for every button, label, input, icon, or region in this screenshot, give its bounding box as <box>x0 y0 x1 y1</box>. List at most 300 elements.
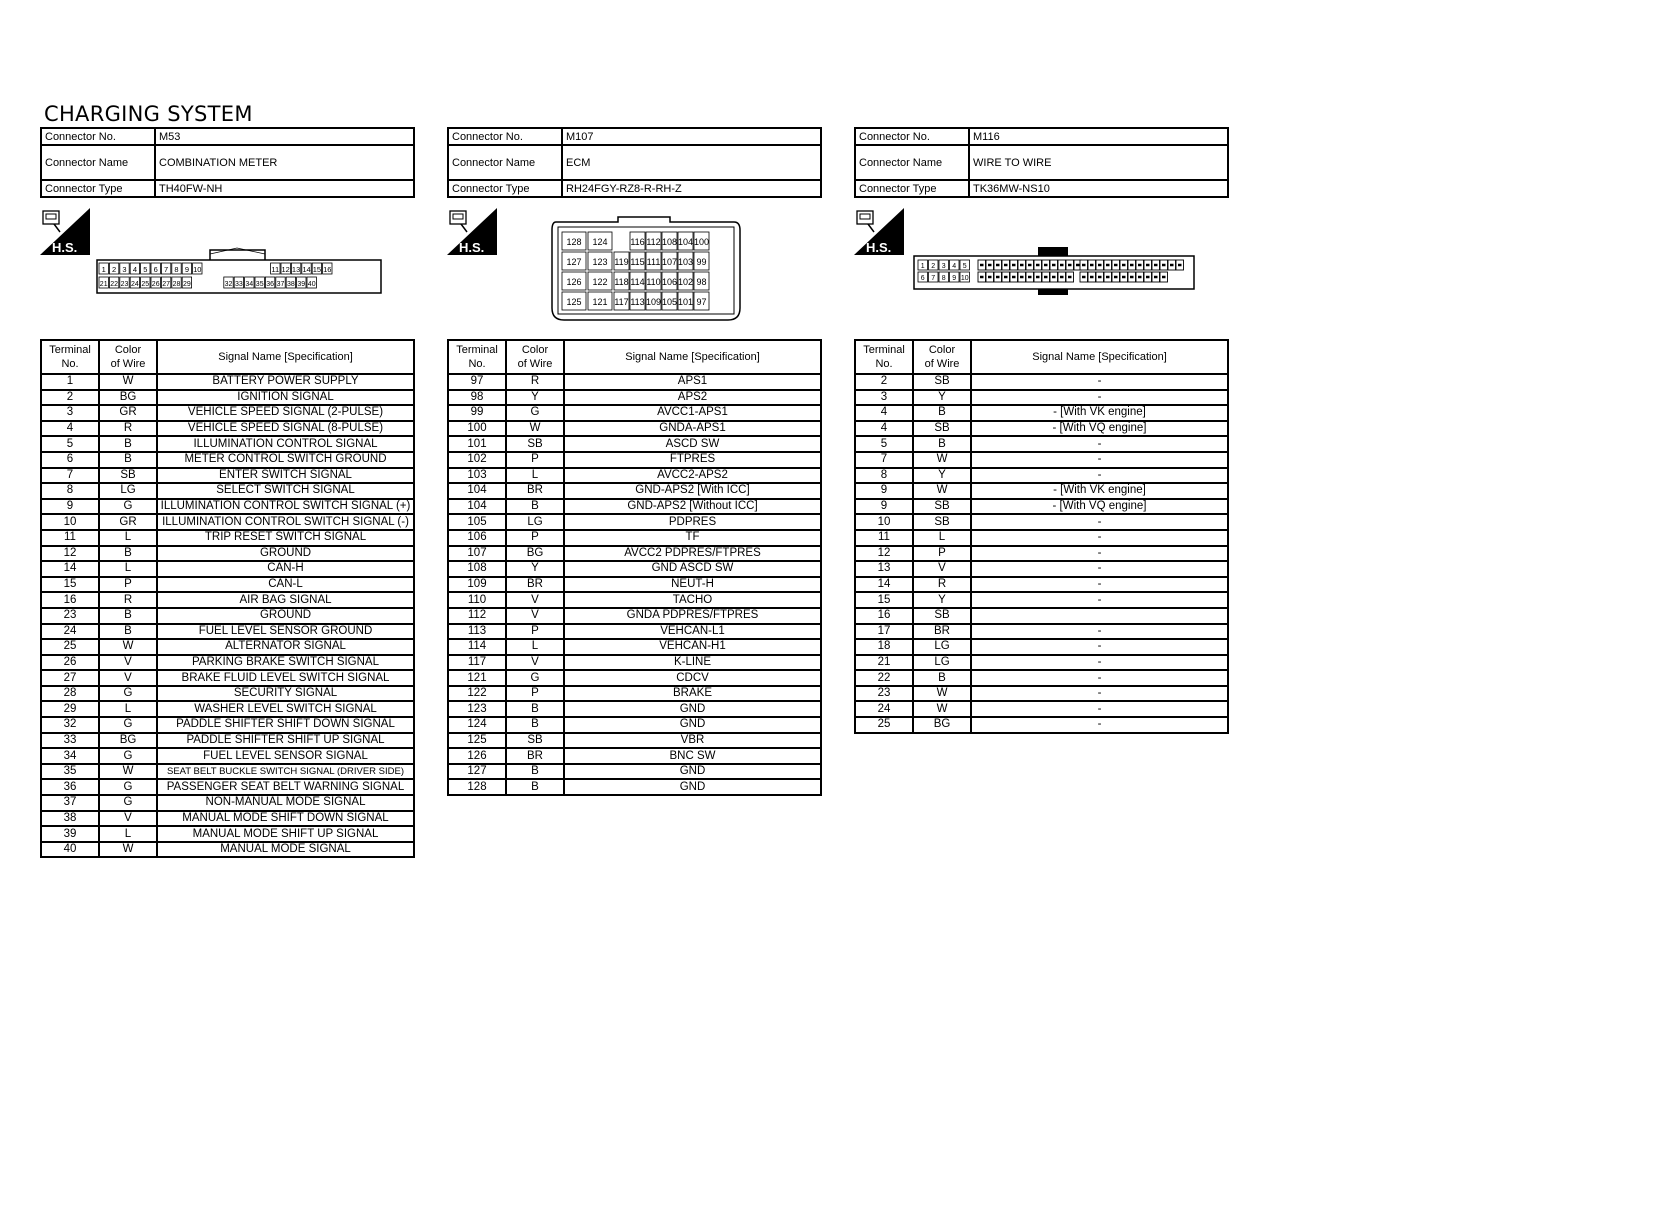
signal-cell: GND <box>564 717 821 733</box>
signal-cell: VEHICLE SPEED SIGNAL (2-PULSE) <box>157 405 414 421</box>
signal-cell: SECURITY SIGNAL <box>157 686 414 702</box>
terminal-cell: 126 <box>448 748 506 764</box>
signal-cell: - <box>971 546 1228 562</box>
harness-side-icon <box>447 208 497 255</box>
color-cell: L <box>99 701 157 717</box>
signal-cell: AVCC1-APS1 <box>564 405 821 421</box>
table-row <box>448 421 821 437</box>
pin-number: 110 <box>646 277 661 287</box>
connector-name-label: Connector Name <box>41 145 155 180</box>
hs-label: H.S. <box>866 240 892 255</box>
signal-cell: - <box>971 468 1228 484</box>
table-row <box>448 779 821 795</box>
table-row <box>41 733 414 749</box>
signal-cell: - [With VQ engine] <box>971 499 1228 515</box>
connector-type-value: RH24FGY-RZ8-R-RH-Z <box>562 180 821 197</box>
terminal-cell: 104 <box>448 483 506 499</box>
table-row <box>41 624 414 640</box>
table-row <box>855 499 1228 515</box>
color-cell: GR <box>99 514 157 530</box>
pin-number: 34 <box>245 281 254 288</box>
table-row <box>41 452 414 468</box>
table-row <box>41 468 414 484</box>
terminal-table-m53 <box>40 339 415 858</box>
connector-no-value: M53 <box>155 128 414 145</box>
terminal-cell: 22 <box>855 670 913 686</box>
pin-number: 38 <box>287 281 295 288</box>
table-row <box>41 717 414 733</box>
terminal-cell: 123 <box>448 701 506 717</box>
terminal-cell: 23 <box>855 686 913 702</box>
signal-cell: GND ASCD SW <box>564 561 821 577</box>
pin-number: 105 <box>661 297 678 307</box>
pin-number: 99 <box>696 257 707 267</box>
connector-name-value: ECM <box>562 145 821 180</box>
terminal-cell: 36 <box>41 779 99 795</box>
color-cell: W <box>913 483 971 499</box>
connector-type-label: Connector Type <box>41 180 155 197</box>
table-row <box>448 499 821 515</box>
harness-side-icon <box>40 208 90 255</box>
terminal-cell: 100 <box>448 421 506 437</box>
terminal-cell: 104 <box>448 499 506 515</box>
table-row <box>855 546 1228 562</box>
table-row <box>41 577 414 593</box>
table-row <box>41 826 414 842</box>
pin-number: 6 <box>920 275 925 282</box>
terminal-table-m116 <box>854 339 1229 734</box>
color-cell: B <box>506 499 564 515</box>
pin-number: 106 <box>661 277 678 287</box>
pin-number: 29 <box>183 281 191 288</box>
signal-cell: - <box>971 592 1228 608</box>
hs-label: H.S. <box>52 240 78 255</box>
signal-cell: NEUT-H <box>564 577 821 593</box>
terminal-cell: 2 <box>41 390 99 406</box>
table-row <box>855 592 1228 608</box>
color-cell: W <box>99 374 157 390</box>
signal-cell: CAN-H <box>157 561 414 577</box>
signal-cell: WASHER LEVEL SWITCH SIGNAL <box>157 701 414 717</box>
terminal-cell: 37 <box>41 795 99 811</box>
col-terminal-header: Terminal No. <box>448 340 506 374</box>
connector-face-m53 <box>95 246 385 296</box>
signal-cell: VEHCAN-L1 <box>564 624 821 640</box>
signal-cell: PADDLE SHIFTER SHIFT DOWN SIGNAL <box>157 717 414 733</box>
signal-cell: METER CONTROL SWITCH GROUND <box>157 452 414 468</box>
color-cell: W <box>506 421 564 437</box>
color-cell: G <box>99 717 157 733</box>
table-row <box>41 374 414 390</box>
signal-cell: - <box>971 701 1228 717</box>
terminal-cell: 27 <box>41 670 99 686</box>
signal-cell: TF <box>564 530 821 546</box>
color-cell: BG <box>506 546 564 562</box>
signal-cell: - <box>971 374 1228 390</box>
signal-cell: AVCC2-APS2 <box>564 468 821 484</box>
pin-number: 127 <box>566 257 582 267</box>
pin-number: 3 <box>122 265 127 274</box>
pin-number: 36 <box>266 281 274 288</box>
color-cell: SB <box>913 421 971 437</box>
hs-icon-graphic <box>40 208 90 255</box>
pin-number: 37 <box>276 281 285 288</box>
signal-cell: BRAKE <box>564 686 821 702</box>
color-cell: R <box>99 421 157 437</box>
terminal-cell: 4 <box>855 405 913 421</box>
table-row <box>448 483 821 499</box>
color-cell: P <box>913 546 971 562</box>
terminal-cell: 35 <box>41 764 99 780</box>
terminal-cell: 3 <box>41 405 99 421</box>
pin-number: 118 <box>614 277 629 287</box>
pin-number: 121 <box>592 297 608 307</box>
color-cell: V <box>99 811 157 827</box>
color-cell: BG <box>99 390 157 406</box>
pin-number: 25 <box>141 281 150 288</box>
color-cell: G <box>99 779 157 795</box>
signal-cell: VEHICLE SPEED SIGNAL (8-PULSE) <box>157 421 414 437</box>
table-row <box>855 624 1228 640</box>
terminal-cell: 39 <box>41 826 99 842</box>
color-cell: V <box>506 592 564 608</box>
col-signal-header: Signal Name [Specification] <box>971 340 1228 374</box>
table-row <box>448 514 821 530</box>
pin-number: 39 <box>297 281 306 288</box>
page-title: CHARGING SYSTEM <box>44 102 253 126</box>
terminal-cell: 29 <box>41 701 99 717</box>
color-cell: V <box>99 655 157 671</box>
signal-cell: AVCC2 PDPRES/FTPRES <box>564 546 821 562</box>
connector-name-value: WIRE TO WIRE <box>969 145 1228 180</box>
terminal-cell: 3 <box>855 390 913 406</box>
signal-cell: GROUND <box>157 546 414 562</box>
terminal-cell: 7 <box>41 468 99 484</box>
terminal-cell: 11 <box>855 530 913 546</box>
color-cell: L <box>99 561 157 577</box>
terminal-cell: 25 <box>41 639 99 655</box>
color-cell: BR <box>913 624 971 640</box>
terminal-cell: 4 <box>855 421 913 437</box>
terminal-cell: 107 <box>448 546 506 562</box>
terminal-cell: 101 <box>448 436 506 452</box>
color-cell: Y <box>506 390 564 406</box>
pin-number: 100 <box>693 237 710 247</box>
color-cell: V <box>506 608 564 624</box>
col-signal-header: Signal Name [Specification] <box>564 340 821 374</box>
table-row <box>41 483 414 499</box>
hs-icon-graphic <box>854 208 904 255</box>
signal-cell: VBR <box>564 733 821 749</box>
color-cell: B <box>99 546 157 562</box>
terminal-cell: 121 <box>448 670 506 686</box>
color-cell: B <box>506 764 564 780</box>
pin-number: 8 <box>174 265 179 274</box>
pin-number: 113 <box>630 297 645 307</box>
connector-name-label: Connector Name <box>448 145 562 180</box>
signal-cell: BATTERY POWER SUPPLY <box>157 374 414 390</box>
color-cell: L <box>506 468 564 484</box>
signal-cell: - <box>971 686 1228 702</box>
table-row <box>41 686 414 702</box>
signal-cell: - <box>971 390 1228 406</box>
signal-cell: GND <box>564 701 821 717</box>
pin-number: 32 <box>224 281 233 288</box>
terminal-cell: 97 <box>448 374 506 390</box>
table-row <box>448 546 821 562</box>
terminal-cell: 11 <box>41 530 99 546</box>
table-row <box>855 561 1228 577</box>
terminal-cell: 12 <box>41 546 99 562</box>
table-row <box>448 733 821 749</box>
pin-number: 98 <box>696 277 707 287</box>
table-row <box>855 639 1228 655</box>
pin-number: 11 <box>271 265 280 274</box>
color-cell: W <box>99 842 157 858</box>
color-cell: G <box>506 670 564 686</box>
color-cell: V <box>99 670 157 686</box>
color-cell: LG <box>99 483 157 499</box>
connector-info-m116 <box>854 127 1229 198</box>
table-row <box>448 764 821 780</box>
signal-cell: - <box>971 561 1228 577</box>
signal-cell: - <box>971 670 1228 686</box>
terminal-cell: 16 <box>41 592 99 608</box>
pin-number: 24 <box>131 281 139 288</box>
signal-cell: IGNITION SIGNAL <box>157 390 414 406</box>
signal-cell: - [With VQ engine] <box>971 421 1228 437</box>
color-cell: B <box>506 779 564 795</box>
pin-number: 126 <box>566 277 582 287</box>
color-cell: P <box>506 530 564 546</box>
color-cell: Y <box>913 390 971 406</box>
pin-number: 115 <box>630 257 645 267</box>
signal-cell: ILLUMINATION CONTROL SWITCH SIGNAL (+) <box>157 499 414 515</box>
table-row <box>855 655 1228 671</box>
col-signal-header: Signal Name [Specification] <box>157 340 414 374</box>
color-cell: P <box>506 452 564 468</box>
signal-cell: ILLUMINATION CONTROL SWITCH SIGNAL (-) <box>157 514 414 530</box>
color-cell: G <box>99 686 157 702</box>
signal-cell: GND <box>564 764 821 780</box>
table-row <box>448 686 821 702</box>
table-row <box>855 514 1228 530</box>
pin-number: 102 <box>677 277 694 287</box>
terminal-cell: 5 <box>855 436 913 452</box>
color-cell: SB <box>99 468 157 484</box>
signal-cell: GNDA PDPRES/FTPRES <box>564 608 821 624</box>
signal-cell: BNC SW <box>564 748 821 764</box>
terminal-cell: 1 <box>41 374 99 390</box>
table-row <box>448 592 821 608</box>
table-row <box>41 592 414 608</box>
pin-number: 97 <box>696 297 707 307</box>
signal-cell: K-LINE <box>564 655 821 671</box>
connector-type-value: TK36MW-NS10 <box>969 180 1228 197</box>
table-row <box>448 577 821 593</box>
table-row <box>448 374 821 390</box>
signal-cell: GNDA-APS1 <box>564 421 821 437</box>
color-cell: SB <box>913 514 971 530</box>
color-cell: GR <box>99 405 157 421</box>
table-row <box>448 530 821 546</box>
pin-number: 10 <box>960 275 969 282</box>
table-row <box>855 436 1228 452</box>
connector-face-m116 <box>908 244 1198 296</box>
signal-cell: MANUAL MODE SIGNAL <box>157 842 414 858</box>
table-row <box>41 405 414 421</box>
table-row <box>448 670 821 686</box>
color-cell: B <box>913 670 971 686</box>
color-cell: B <box>913 405 971 421</box>
table-row <box>41 748 414 764</box>
signal-cell: - [With VK engine] <box>971 483 1228 499</box>
terminal-cell: 6 <box>41 452 99 468</box>
signal-cell: - <box>971 530 1228 546</box>
table-row <box>855 421 1228 437</box>
terminal-cell: 2 <box>855 374 913 390</box>
terminal-cell: 9 <box>855 483 913 499</box>
signal-cell: TACHO <box>564 592 821 608</box>
table-row <box>41 390 414 406</box>
table-row <box>448 701 821 717</box>
table-row <box>448 390 821 406</box>
pin-number: 14 <box>302 265 311 274</box>
table-row <box>855 452 1228 468</box>
pin-number: 108 <box>661 237 678 247</box>
pin-number: 6 <box>153 265 158 274</box>
pin-number: 8 <box>941 275 946 282</box>
color-cell: V <box>506 655 564 671</box>
terminal-cell: 38 <box>41 811 99 827</box>
signal-cell: ASCD SW <box>564 436 821 452</box>
signal-cell: VEHCAN-H1 <box>564 639 821 655</box>
pin-number: 7 <box>931 275 936 282</box>
terminal-cell: 13 <box>855 561 913 577</box>
connector-type-label: Connector Type <box>448 180 562 197</box>
pin-number: 4 <box>952 263 957 270</box>
terminal-cell: 4 <box>41 421 99 437</box>
table-row <box>41 764 414 780</box>
terminal-cell: 8 <box>41 483 99 499</box>
color-cell: LG <box>913 639 971 655</box>
connector-type-value: TH40FW-NH <box>155 180 414 197</box>
terminal-cell: 125 <box>448 733 506 749</box>
terminal-cell: 103 <box>448 468 506 484</box>
signal-cell: MANUAL MODE SHIFT DOWN SIGNAL <box>157 811 414 827</box>
signal-cell: CDCV <box>564 670 821 686</box>
color-cell: B <box>506 701 564 717</box>
table-row <box>855 468 1228 484</box>
signal-cell: FTPRES <box>564 452 821 468</box>
pin-number: 16 <box>323 265 332 274</box>
hs-icon-graphic <box>447 208 497 255</box>
pin-number: 114 <box>630 277 645 287</box>
pin-number: 116 <box>630 237 645 247</box>
color-cell: L <box>506 639 564 655</box>
color-cell: SB <box>913 499 971 515</box>
signal-cell: AIR BAG SIGNAL <box>157 592 414 608</box>
signal-cell: - <box>971 717 1228 733</box>
color-cell: B <box>99 436 157 452</box>
hs-label: H.S. <box>459 240 485 255</box>
terminal-cell: 21 <box>855 655 913 671</box>
pin-number: 10 <box>193 265 202 274</box>
terminal-cell: 25 <box>855 717 913 733</box>
signal-cell: FUEL LEVEL SENSOR SIGNAL <box>157 748 414 764</box>
table-row <box>41 546 414 562</box>
signal-cell: PADDLE SHIFTER SHIFT UP SIGNAL <box>157 733 414 749</box>
terminal-cell: 26 <box>41 655 99 671</box>
pin-number: 109 <box>645 297 662 307</box>
table-row <box>41 779 414 795</box>
table-row <box>41 561 414 577</box>
table-row <box>41 421 414 437</box>
connector-name-label: Connector Name <box>855 145 969 180</box>
signal-cell: GND-APS2 [Without ICC] <box>564 499 821 515</box>
terminal-cell: 34 <box>41 748 99 764</box>
pin-number: 112 <box>646 237 661 247</box>
table-row <box>41 499 414 515</box>
terminal-cell: 16 <box>855 608 913 624</box>
pin-number: 104 <box>677 237 694 247</box>
table-row <box>41 639 414 655</box>
color-cell: SB <box>506 733 564 749</box>
table-row <box>855 483 1228 499</box>
table-row <box>855 374 1228 390</box>
table-row <box>855 608 1228 624</box>
signal-cell: - <box>971 514 1228 530</box>
signal-cell: FUEL LEVEL SENSOR GROUND <box>157 624 414 640</box>
pin-number: 123 <box>592 257 608 267</box>
terminal-cell: 117 <box>448 655 506 671</box>
color-cell: G <box>506 405 564 421</box>
signal-cell: PASSENGER SEAT BELT WARNING SIGNAL <box>157 779 414 795</box>
terminal-cell: 108 <box>448 561 506 577</box>
color-cell: V <box>913 561 971 577</box>
signal-cell: TRIP RESET SWITCH SIGNAL <box>157 530 414 546</box>
pin-number: 15 <box>312 265 322 274</box>
pin-number: 27 <box>162 281 170 288</box>
terminal-cell: 14 <box>855 577 913 593</box>
pin-number: 125 <box>566 297 582 307</box>
pin-number: 111 <box>646 257 661 267</box>
color-cell: W <box>913 452 971 468</box>
pin-number: 2 <box>112 265 117 274</box>
pin-number: 4 <box>132 265 137 274</box>
terminal-cell: 113 <box>448 624 506 640</box>
signal-cell: NON-MANUAL MODE SIGNAL <box>157 795 414 811</box>
terminal-cell: 32 <box>41 717 99 733</box>
table-row <box>41 530 414 546</box>
connector-type-label: Connector Type <box>855 180 969 197</box>
signal-cell: BRAKE FLUID LEVEL SWITCH SIGNAL <box>157 670 414 686</box>
pin-number: 23 <box>120 281 129 288</box>
pin-number: 101 <box>677 297 694 307</box>
pin-number: 9 <box>952 275 957 282</box>
terminal-cell: 9 <box>41 499 99 515</box>
table-row <box>855 701 1228 717</box>
signal-cell: ENTER SWITCH SIGNAL <box>157 468 414 484</box>
pin-number: 1 <box>101 265 106 274</box>
color-cell: P <box>99 577 157 593</box>
signal-cell: - <box>971 624 1228 640</box>
pin-number: 3 <box>941 263 946 270</box>
signal-cell: GROUND <box>157 608 414 624</box>
pin-number: 33 <box>235 281 243 288</box>
signal-cell: SELECT SWITCH SIGNAL <box>157 483 414 499</box>
color-cell: BG <box>99 733 157 749</box>
